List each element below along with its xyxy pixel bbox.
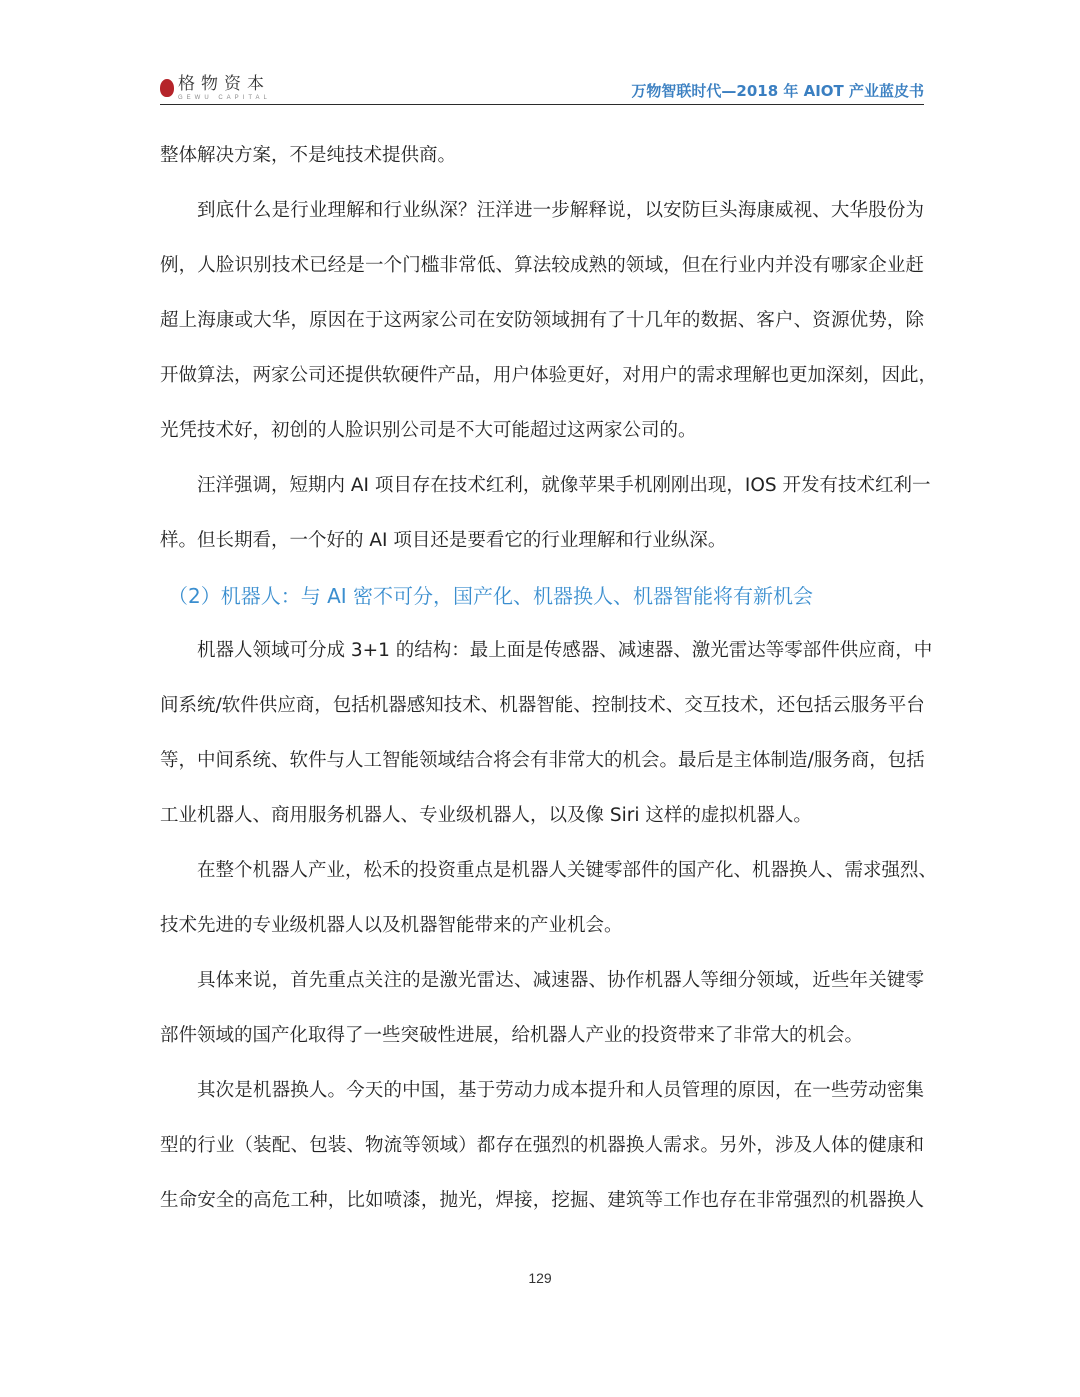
seal-icon: [160, 79, 174, 97]
page-number: 129: [528, 1270, 552, 1286]
text-line: 例，人脸识别技术已经是一个门槛非常低、算法较成熟的领域，但在行业内并没有哪家企业赶: [160, 255, 924, 276]
text-line: 整体解决方案，不是纯技术提供商。: [160, 145, 457, 166]
text-line: 在整个机器人产业，松禾的投资重点是机器人关键零部件的国产化、机器换人、需求强烈、: [197, 860, 938, 881]
header-divider: [160, 104, 924, 105]
running-title: 万物智联时代—2018 年 AIOT 产业蓝皮书: [631, 82, 924, 100]
text-line: 开做算法，两家公司还提供软硬件产品，用户体验更好，对用户的需求理解也更加深刻，因此，: [160, 365, 938, 386]
text-line: 光凭技术好，初创的人脸识别公司是不大可能超过这两家公司的。: [160, 420, 697, 441]
gewu-capital-logo: [160, 76, 271, 104]
logo-english-name: GEWU CAPITAL: [178, 95, 271, 101]
text-line: 生命安全的高危工种，比如喷漆，抛光，焊接，挖掘、建筑等工作也存在非常强烈的机器换人: [160, 1190, 924, 1211]
logo-chinese-name: 格物资本: [178, 74, 270, 94]
text-line: 间系统/软件供应商，包括机器感知技术、机器智能、控制技术、交互技术，还包括云服务平台: [160, 695, 925, 716]
section-heading: （2）机器人：与 AI 密不可分，国产化、机器换人、机器智能将有新机会: [168, 584, 814, 608]
text-line: 汪洋强调，短期内 AI 项目存在技术红利，就像苹果手机刚刚出现，IOS 开发有技术红利一: [197, 475, 931, 496]
text-line: 到底什么是行业理解和行业纵深？汪洋进一步解释说，以安防巨头海康威视、大华股份为: [197, 200, 924, 221]
text-line: 型的行业（装配、包装、物流等领域）都存在强烈的机器换人需求。另外，涉及人体的健康和: [160, 1135, 924, 1156]
text-line: 机器人领域可分成 3+1 的结构：最上面是传感器、减速器、激光雷达等零部件供应商，中: [197, 640, 933, 661]
page-header: [160, 74, 924, 104]
text-line: 具体来说，首先重点关注的是激光雷达、减速器、协作机器人等细分领域，近些年关键零: [197, 970, 924, 991]
text-line: 工业机器人、商用服务机器人、专业级机器人，以及像 Siri 这样的虚拟机器人。: [160, 805, 812, 826]
text-line: 样。但长期看，一个好的 AI 项目还是要看它的行业理解和行业纵深。: [160, 530, 727, 551]
text-line: 其次是机器换人。今天的中国，基于劳动力成本提升和人员管理的原因，在一些劳动密集: [197, 1080, 924, 1101]
text-line: 部件领域的国产化取得了一些突破性进展，给机器人产业的投资带来了非常大的机会。: [160, 1025, 864, 1046]
text-line: 超上海康或大华，原因在于这两家公司在安防领域拥有了十几年的数据、客户、资源优势，除: [160, 310, 924, 331]
text-line: 等，中间系统、软件与人工智能领域结合将会有非常大的机会。最后是主体制造/服务商，包括: [160, 750, 925, 771]
text-line: 技术先进的专业级机器人以及机器智能带来的产业机会。: [160, 915, 623, 936]
